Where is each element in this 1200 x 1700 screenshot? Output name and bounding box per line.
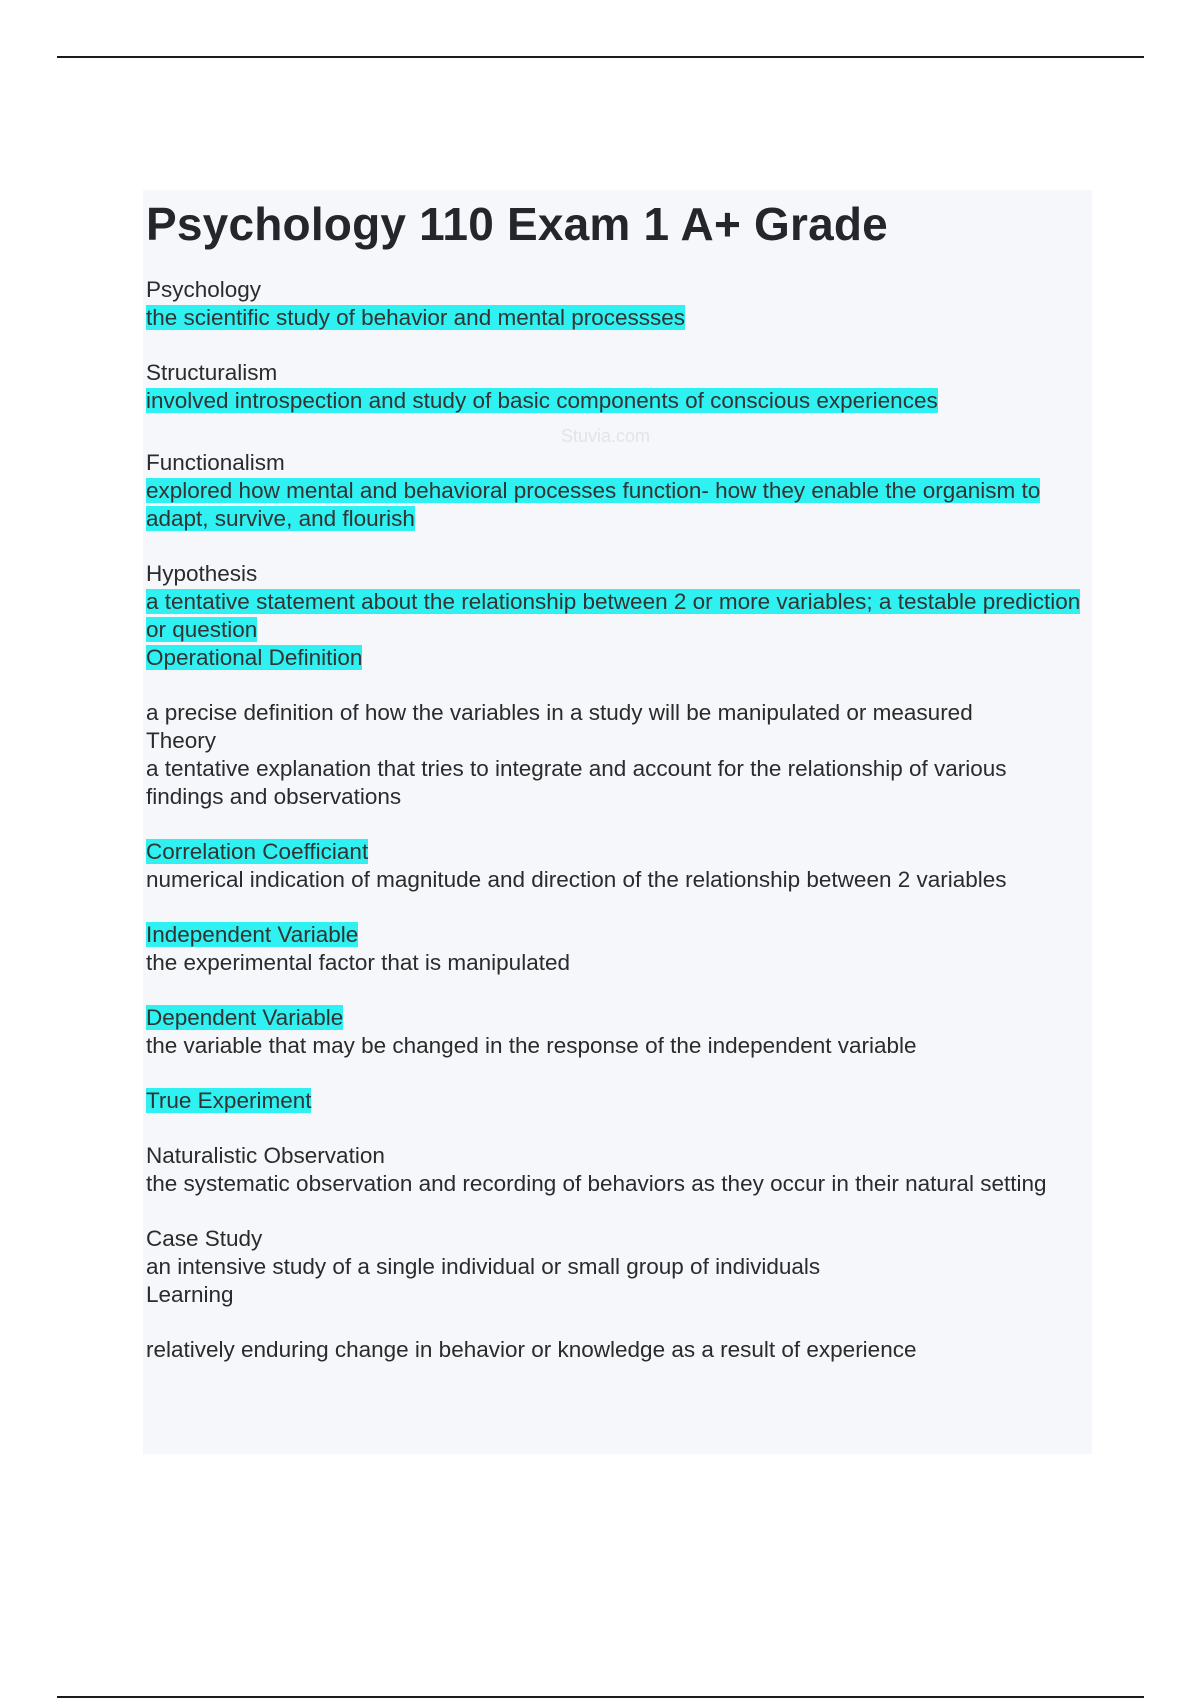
term-definition: a precise definition of how the variables in a study will be manipulated or measured <box>146 700 973 726</box>
term-label: Hypothesis <box>146 561 258 587</box>
term-label: Operational Definition <box>146 645 363 671</box>
term-label: Dependent Variable <box>146 1005 344 1031</box>
document-body <box>146 190 1086 1391</box>
term-definition: a tentative explanation that tries to integrate and account for the relationship of various findings and observations <box>146 756 1007 810</box>
term-entry-hypothesis <box>146 560 1086 672</box>
term-label: Correlation Coefficiant <box>146 839 369 865</box>
term-list <box>146 276 1086 1364</box>
term-label: Functionalism <box>146 450 285 476</box>
term-label: Independent Variable <box>146 922 359 948</box>
term-entry-psychology <box>146 276 1086 332</box>
term-definition: the scientific study of behavior and mental processses <box>146 305 686 331</box>
term-definition: the systematic observation and recording of behaviors as they occur in their natural setting <box>146 1171 1047 1197</box>
top-rule <box>57 56 1144 58</box>
term-entry-structuralism <box>146 359 1086 415</box>
term-label: Learning <box>146 1282 234 1308</box>
term-definition: a tentative statement about the relationship between 2 or more variables; a testable prediction or question <box>146 589 1081 643</box>
term-definition: explored how mental and behavioral processes function- how they enable the organism to adapt, survive, and flourish <box>146 478 1041 532</box>
term-entry-correlation-coefficiant <box>146 838 1086 894</box>
document-title: Psychology 110 Exam 1 A+ Grade <box>146 198 888 250</box>
term-entry-operational-definition <box>146 699 1086 811</box>
term-entry-case-study <box>146 1225 1086 1309</box>
term-entry-naturalistic-observation <box>146 1142 1086 1198</box>
term-entry-learning <box>146 1336 1086 1364</box>
document-panel <box>143 190 1092 1454</box>
term-definition: relatively enduring change in behavior or knowledge as a result of experience <box>146 1337 917 1363</box>
term-definition: the variable that may be changed in the response of the independent variable <box>146 1033 917 1059</box>
term-entry-functionalism <box>146 449 1086 533</box>
term-label: Structuralism <box>146 360 278 386</box>
term-definition: involved introspection and study of basic components of conscious experiences <box>146 388 938 414</box>
term-label: Case Study <box>146 1226 263 1252</box>
watermark: Stuvia.com <box>561 426 651 446</box>
term-label: Theory <box>146 728 217 754</box>
term-entry-true-experiment <box>146 1087 1086 1115</box>
term-label: Psychology <box>146 277 262 303</box>
bottom-rule <box>57 1696 1144 1698</box>
term-label: Naturalistic Observation <box>146 1143 385 1169</box>
term-definition: the experimental factor that is manipulated <box>146 950 570 976</box>
term-entry-dependent-variable <box>146 1004 1086 1060</box>
term-definition: an intensive study of a single individual or small group of individuals <box>146 1254 821 1280</box>
term-definition: numerical indication of magnitude and direction of the relationship between 2 variables <box>146 867 1007 893</box>
term-label: True Experiment <box>146 1088 312 1114</box>
term-entry-independent-variable <box>146 921 1086 977</box>
